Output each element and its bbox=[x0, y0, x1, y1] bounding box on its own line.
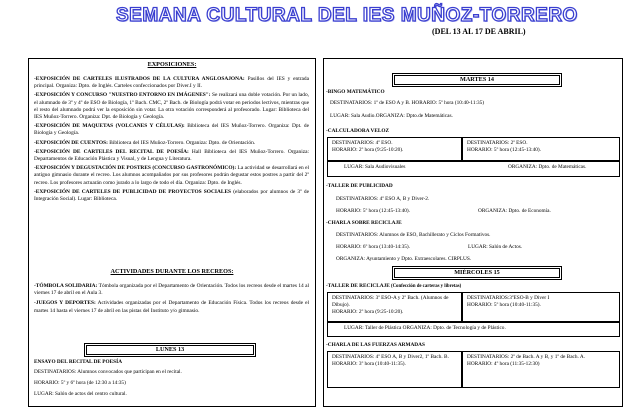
exhibition-item-title: -EXPOSICIÓN DE CARTELES DE PUBLICIDAD DE PROYECTOS SOCIALES bbox=[34, 188, 232, 195]
fuerzas-cell-2: DESTINATARIOS: 2º de Bach. A y B, y 1º de Bach. A. HORARIO: 4º hora (11:35-12:30) bbox=[462, 351, 620, 388]
taller-reciclaje-cell-1: DESTINATARIOS: 3º ESO-A y 2º Bach. (Alumnos de Dibujo). HORARIO: 2º hora (9:25-10:20). bbox=[327, 292, 462, 322]
publicidad-line2: HORARIO: 5º hora (12:45-13:40). bbox=[336, 208, 411, 214]
publicidad-line1: DESTINATARIOS: 4º ESO A, B y Diver-2. bbox=[336, 196, 430, 202]
exhibition-item-text: Hall Biblioteca del IES Muñoz-Torrero. Organiza: Departamentos de Educación Plástica y Visual, y de Lengua y Literatura. bbox=[34, 148, 309, 163]
reciclaje-charla-line3: ORGANIZA: Ayuntamiento y Dpto. Extraescolares. CIRPLUS. bbox=[336, 256, 472, 262]
exhibition-item bbox=[34, 189, 309, 203]
page-title: SEMANA CULTURAL DEL IES MUÑOZ-TORRERO bbox=[116, 5, 578, 26]
exhibition-item-title: -EXPOSICIÓN DE CUENTOS: bbox=[34, 139, 108, 146]
exhibition-item bbox=[34, 76, 309, 90]
calculadora-lugar-row: LUGAR: Sala Audiovisuales ORGANIZA: Dpto. de Matemáticas. bbox=[327, 161, 620, 177]
exhibition-item-text: Biblioteca del IES Muñoz-Torrero. Organiza: Dpto. de Orientación. bbox=[107, 139, 256, 146]
exhibition-item-text: La actividad se desarrollará en el antiguo gimnasio durante el recreo. Los alumnos acompañados por sus profesores podrán degustar estos postres a partir del 2º recreo. Los profesores actuarán como jurado a lo largo de todo el día. Organiza: Dpto. de Inglés. bbox=[34, 165, 310, 186]
exhibition-list bbox=[34, 76, 309, 203]
ensayo-title: ENSAYO DEL RECITAL DE POESÍA bbox=[34, 359, 123, 365]
exhibition-item-text: Pasillos del IES y entrada principal. Organiza: Dpto. de Inglés. Carteles confeccionados por Diver.I y II. bbox=[34, 76, 309, 90]
taller-reciclaje-lugar-row: LUGAR: Taller de Plástica ORGANIZA: Dpto. de Tecnología y de Plástico. bbox=[327, 322, 620, 337]
martes-header: MARTES 14 bbox=[392, 73, 562, 87]
exposiciones-heading: EXPOSICIONES: bbox=[147, 61, 197, 68]
recreo-item-text: Tómbola organizada por el Departamento de Orientación. Todos los recreos desde el martes 14 al viernes 17 de abril en el Aula 3. bbox=[34, 283, 309, 297]
exhibition-item bbox=[34, 123, 309, 137]
recreo-item-title: -TÓMBOLA SOLIDARIA: bbox=[34, 283, 98, 289]
bingo-line2: LUGAR: Sala Audio.ORGANIZA: Dpto.de Matemáticas. bbox=[330, 113, 453, 119]
reciclaje-charla-title: -CHARLA SOBRE RECICLAJE bbox=[326, 220, 402, 226]
ensayo-lugar: LUGAR: Salón de actos del centro cultural. bbox=[34, 391, 127, 397]
exhibition-item-title: -EXPOSICIÓN Y DEGUSTACIÓN DE POSTRES (CONCURSO GASTRONÓMICO): bbox=[34, 165, 237, 172]
calculadora-title: -CALCULADORA VELOZ bbox=[326, 128, 390, 134]
recreo-activities-list bbox=[34, 283, 309, 315]
exhibition-item bbox=[34, 92, 309, 121]
calculadora-cell-2: DESTINATARIOS: 2º ESO. HORARIO: 5º hora (12:45-13:40). bbox=[462, 137, 620, 161]
exhibition-item-title: -EXPOSICIÓN Y CONCURSO "NUESTRO ENTORNO EN IMÁGENES": bbox=[34, 92, 211, 99]
recreo-item bbox=[34, 300, 309, 314]
recreo-item-title: -JUEGOS Y DEPORTES: bbox=[34, 300, 96, 307]
reciclaje-charla-line2b: LUGAR: Salón de Actos. bbox=[468, 244, 523, 250]
ensayo-horario: HORARIO: 5º y 6º hora (de 12:30 a 14:35) bbox=[34, 380, 126, 386]
recreos-heading: ACTIVIDADES DURANTE LOS RECREOS: bbox=[110, 268, 234, 275]
fuerzas-title: -CHARLA DE LAS FUERZAS ARMADAS bbox=[326, 342, 425, 348]
lunes-header: LUNES 13 bbox=[84, 343, 256, 357]
bingo-line1: DESTINATARIOS: 1º de ESO A y B. HORARIO: 5º hora (10:40-11:35) bbox=[330, 100, 485, 106]
miercoles-header: MIÉRCOLES 15 bbox=[392, 266, 562, 280]
reciclaje-charla-line1: DESTINATARIOS: Alumnos de ESO, Bachillerato y Ciclos Formativos. bbox=[336, 232, 491, 238]
taller-reciclaje-cell-2: DESTINATARIOS:3ºESO-B y Diver I HORARIO: 5º hora (10:40-11:35). bbox=[462, 292, 620, 322]
exhibition-item-text: (elaborados por alumnos de 3º de Integración Social). Lugar: Biblioteca. bbox=[34, 188, 309, 203]
exhibition-item bbox=[34, 140, 309, 147]
taller-reciclaje-title: -TALLER DE RECICLAJE (Confección de carteras y libretas) bbox=[326, 283, 462, 289]
exhibition-item-text: Se realizará una doble votación. Por un lado, el alumnado de 3º y 4º de ESO de Biología, 1º Bach. CMC, 2º Bach. de Biología podrá votar en periodos lectivos, mientras que el resto del alumnado podrá ver la exposición sin votar. La otra votación corresponderá al profesorado. Lugar: Biblioteca del IES Muñoz-Torrero. Organiza: Dpt. de Biología y Geología. bbox=[34, 92, 309, 121]
calculadora-cell-1: DESTINATARIOS: 4º ESO. HORARIO: 2º hora (9:25-10:20). bbox=[327, 137, 462, 161]
publicidad-title: -TALLER DE PUBLICIDAD bbox=[326, 183, 393, 189]
recreo-item bbox=[34, 283, 309, 297]
ensayo-destinatarios: DESTINATARIOS: Alumnos convocados que participan en el recital. bbox=[34, 369, 182, 375]
fuerzas-cell-1: DESTINATARIOS: 4º ESO A, B y Diver2, 1º Bach. B. HORARIO: 3º hora (10:40-11:35). bbox=[327, 351, 462, 388]
reciclaje-charla-line2: HORARIO: 6º hora (13:40-14:35). bbox=[336, 244, 411, 250]
exhibition-item bbox=[34, 165, 309, 187]
date-range: (DEL 13 AL 17 DE ABRIL) bbox=[432, 27, 526, 36]
exhibition-item-title: -EXPOSICIÓN DE CARTELES DEL RECITAL DE POESÍA: bbox=[34, 148, 189, 155]
exhibition-item-title: -EXPOSICIÓN DE CARTELES ILUSTRADOS DE LA CULTURA ANGLOSAJONA: bbox=[34, 76, 245, 82]
recreo-item-text: Actividades organizadas por el Departamento de Educación Física. Todos los recreos desde el martes 14 hasta el viernes 17 de abril en las pistas del Instituto y/o gimnasio. bbox=[34, 300, 309, 314]
exhibition-item-text: Biblioteca del IES Muñoz-Torrero. Organiza: Dpt. de Biología y Geología. bbox=[34, 123, 310, 137]
bingo-title: -BINGO MATEMÁTICO bbox=[326, 89, 385, 95]
exhibition-item bbox=[34, 149, 309, 163]
exhibition-item-title: -EXPOSICIÓN DE MAQUETAS (VOLCANES Y CÉLULAS): bbox=[34, 123, 185, 130]
publicidad-line2b: ORGANIZA: Dpto. de Economía. bbox=[478, 208, 551, 214]
